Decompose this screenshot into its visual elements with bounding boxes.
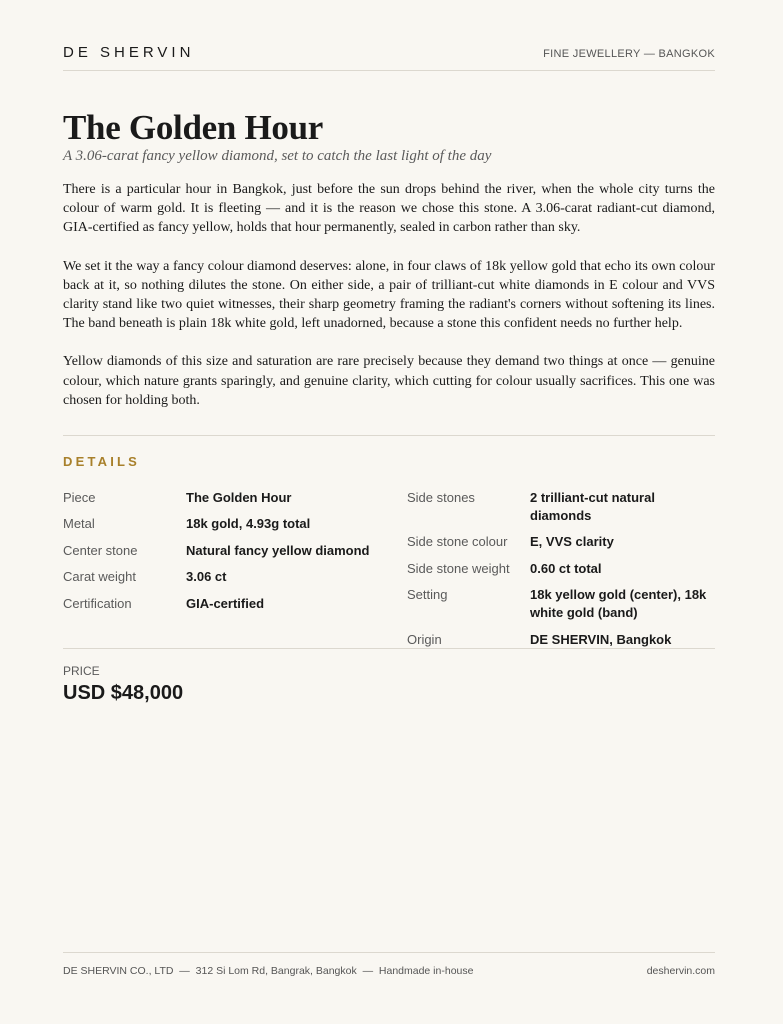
footer-website-link[interactable]: deshervin.com <box>646 965 715 977</box>
detail-row <box>63 489 371 507</box>
page-title: The Golden Hour <box>63 108 323 147</box>
description-paragraph: Yellow diamonds of this size and saturation are rare precisely because they demand two things at once — genuine colour, which nature grants sparingly, and genuine clarity, which cutting for colour usually sacrifices. This one was chosen for holding both. <box>63 354 715 408</box>
detail-row <box>407 631 715 649</box>
detail-row <box>407 560 715 578</box>
detail-key: Origin <box>407 631 442 647</box>
detail-key: Carat weight <box>63 569 136 585</box>
page-header <box>63 44 715 71</box>
divider <box>63 435 715 436</box>
detail-key: Center stone <box>63 542 138 558</box>
detail-row <box>407 533 715 551</box>
detail-key: Side stone weight <box>407 560 510 576</box>
details-column-right <box>407 489 715 657</box>
price-label: PRICE <box>63 664 100 678</box>
detail-row <box>407 586 715 622</box>
detail-key: Certification <box>63 595 132 611</box>
detail-key: Metal <box>63 516 95 532</box>
detail-key: Side stones <box>407 490 475 505</box>
detail-value: E, VVS clarity <box>530 534 614 550</box>
price-value: USD $48,000 <box>63 682 184 704</box>
description-paragraph: We set it the way a fancy colour diamond deserves: alone, in four claws of 18k yellow gold that echo its own colour back at it, so nothing dilutes the stone. On either side, a pair of trilliant-cut white diamonds in E colour and VVS clarity stand like two quiet witnesses, their sharp geometry framing the radiant's corners without softening its lines. The band beneath is plain 18k white gold, left unadorned, because a stone this confident needs no further help. <box>63 258 715 332</box>
description-paragraph: There is a particular hour in Bangkok, just before the sun drops behind the river, when the whole city turns the colour of warm gold. It is fleeting — and it is the reason we chose this stone. A 3.06-carat radiant-cut diamond, GIA-certified as fancy yellow, holds that hour permanently, sealed in carbon rather than sky. <box>63 182 715 236</box>
detail-value: 18k yellow gold (center), 18k white gold (band) <box>530 587 707 621</box>
detail-value: GIA-certified <box>186 595 265 611</box>
footer-divider <box>63 952 715 953</box>
detail-row <box>63 542 371 560</box>
footer-address: DE SHERVIN CO., LTD — 312 Si Lom Rd, Bangrak, Bangkok — Handmade in-house <box>63 965 474 977</box>
detail-key: Piece <box>63 490 96 505</box>
detail-key: Side stone colour <box>407 534 508 550</box>
detail-row <box>63 515 371 533</box>
detail-value: 3.06 ct <box>186 569 227 585</box>
details-heading: DETAILS <box>63 454 141 469</box>
product-sheet <box>63 0 715 1024</box>
detail-row <box>407 489 715 525</box>
detail-row <box>63 595 371 613</box>
detail-row <box>63 568 371 586</box>
description <box>63 180 715 429</box>
detail-key: Setting <box>407 587 448 603</box>
detail-value: The Golden Hour <box>186 490 292 505</box>
detail-value: Natural fancy yellow diamond <box>186 542 370 558</box>
detail-value: 0.60 ct total <box>530 560 602 576</box>
divider <box>63 648 715 649</box>
detail-value: 2 trilliant-cut natural diamonds <box>530 490 655 523</box>
brand-logo: DE SHERVIN <box>63 44 195 61</box>
detail-value: DE SHERVIN, Bangkok <box>530 631 672 647</box>
header-tagline: FINE JEWELLERY — BANGKOK <box>543 48 715 60</box>
details-column-left <box>63 489 371 621</box>
page-subtitle: A 3.06-carat fancy yellow diamond, set to catch the last light of the day <box>63 148 492 164</box>
detail-value: 18k gold, 4.93g total <box>186 516 311 532</box>
